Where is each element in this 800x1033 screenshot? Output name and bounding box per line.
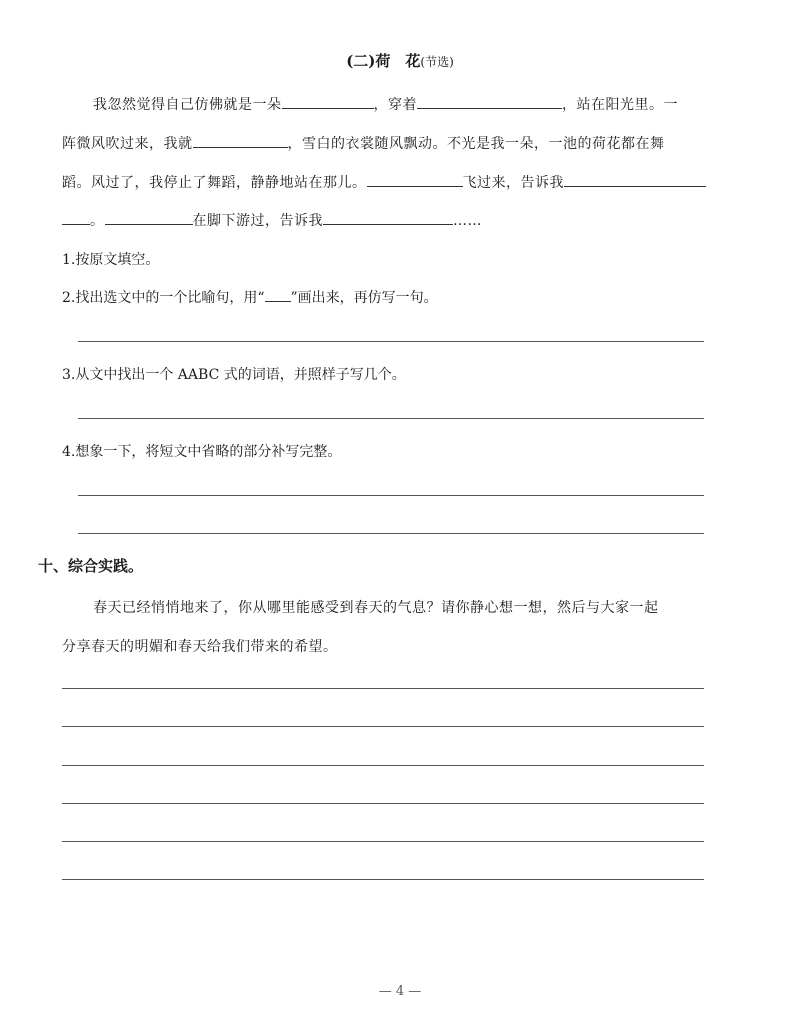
fill-blank-6[interactable] <box>62 210 90 225</box>
question-3: 3.从文中找出一个 AABC 式的词语，并照样子写几个。 <box>62 367 406 383</box>
question-2 <box>62 287 438 307</box>
writing-line-2[interactable] <box>62 726 704 727</box>
passage-text: 我忽然觉得自己仿佛就是一朵 <box>93 97 282 113</box>
section-heading: 十、综合实践。 <box>38 557 144 575</box>
writing-line-6[interactable] <box>62 879 704 880</box>
passage-text: …… <box>453 213 482 229</box>
fill-blank-2[interactable] <box>417 94 562 109</box>
question-2-text: 2.找出选文中的一个比喻句，用“ <box>62 290 265 306</box>
passage-title <box>0 50 800 71</box>
writing-line-3[interactable] <box>62 765 704 766</box>
question-2-text: ”画出来，再仿写一句。 <box>290 290 438 306</box>
passage-text: ，雪白的衣裳随风飘动。不光是我一朵，一池的荷花都在舞 <box>287 136 665 152</box>
underline-sample <box>265 287 291 302</box>
answer-line-q2[interactable] <box>78 341 704 342</box>
passage-text: ，站在阳光里。一 <box>562 97 678 113</box>
question-1: 1.按原文填空。 <box>62 252 160 268</box>
passage-text: 。 <box>90 213 105 229</box>
passage-text: 蹈。风过了，我停止了舞蹈，静静地站在那儿。 <box>62 175 367 191</box>
passage-text: 在脚下游过，告诉我 <box>192 213 323 229</box>
fill-blank-4[interactable] <box>367 172 463 187</box>
title-main: (二)荷 花 <box>346 52 421 70</box>
section-paragraph-2: 分享春天的明媚和春天给我们带来的希望。 <box>62 639 338 655</box>
passage-text: 飞过来，告诉我 <box>462 175 564 191</box>
fill-blank-5[interactable] <box>564 172 706 187</box>
fill-blank-1[interactable] <box>282 94 374 109</box>
fill-blank-3[interactable] <box>193 133 288 148</box>
answer-line-q4-1[interactable] <box>78 495 704 496</box>
writing-line-4[interactable] <box>62 803 704 804</box>
passage-line-1 <box>93 94 678 114</box>
fill-blank-8[interactable] <box>323 210 453 225</box>
passage-line-4 <box>62 210 482 230</box>
section-paragraph-1: 春天已经悄悄地来了，你从哪里能感受到春天的气息？请你静心想一想，然后与大家一起 <box>93 600 659 616</box>
writing-line-5[interactable] <box>62 841 704 842</box>
question-4: 4.想象一下，将短文中省略的部分补写完整。 <box>62 444 342 460</box>
title-sub: (节选) <box>420 55 454 69</box>
writing-line-1[interactable] <box>62 688 704 689</box>
passage-line-2 <box>62 133 665 153</box>
passage-line-3 <box>62 172 706 192</box>
passage-text: 阵微风吹过来，我就 <box>62 136 193 152</box>
fill-blank-7[interactable] <box>105 210 193 225</box>
answer-line-q3[interactable] <box>78 418 704 419</box>
passage-text: ，穿着 <box>373 97 417 113</box>
page-number: — 4 — <box>378 984 422 999</box>
answer-line-q4-2[interactable] <box>78 533 704 534</box>
